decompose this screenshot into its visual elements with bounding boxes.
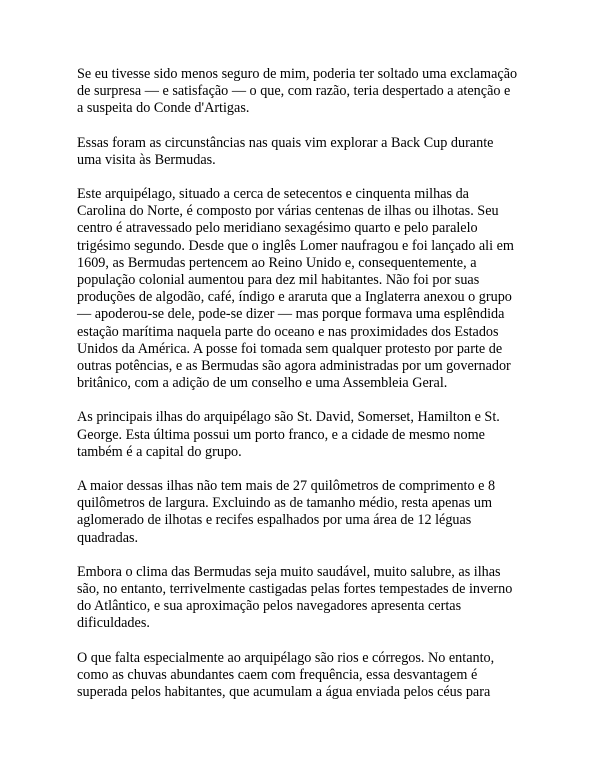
paragraph-1: Se eu tivesse sido menos seguro de mim, poderia ter soltado uma exclamação de surpresa — e satisfação — o que, com razão, teria despertado a atenção e a suspeita do Conde d'Artigas. [77, 66, 518, 117]
paragraph-3: Este arquipélago, situado a cerca de setecentos e cinquenta milhas da Carolina do Norte, é composto por várias centenas de ilhas ou ilhotas. Seu centro é atravessado pelo meridiano sexagésimo quarto e pelo paralelo trigésimo segundo. Desde que o inglês Lomer naufragou e foi lançado ali em 1609, as Bermudas pertencem ao Reino Unido e, consequentemente, a população colonial aumentou para dez mil habitantes. Não foi por suas produções de algodão, café, índigo e araruta que a Inglaterra anexou o grupo — apoderou-se dele, pode-se dizer — mas porque formava uma esplêndida estação marítima naquela parte do oceano e nas proximidades dos Estados Unidos da América. A posse foi tomada sem qualquer protesto por parte de outras potências, e as Bermudas são agora administradas por um governador britânico, com a adição de um conselho e uma Assembleia Geral. [77, 186, 514, 392]
paragraph-5: A maior dessas ilhas não tem mais de 27 quilômetros de comprimento e 8 quilômetros de largura. Excluindo as de tamanho médio, resta apenas um aglomerado de ilhotas e recifes espalhados por uma área de 12 léguas quadradas. [77, 478, 496, 546]
paragraph-2: Essas foram as circunstâncias nas quais vim explorar a Back Cup durante uma visita às Bermudas. [77, 134, 494, 168]
paragraph-6: Embora o clima das Bermudas seja muito saudável, muito salubre, as ilhas são, no entanto, terrivelmente castigadas pelas fortes tempestades de inverno do Atlântico, e sua aproximação pelos navegadores apresenta certas dificuldades. [77, 563, 513, 632]
paragraph-4: As principais ilhas do arquipélago são St. David, Somerset, Hamilton e St. George. Esta última possui um porto franco, e a cidade de mesmo nome também é a capital do grupo. [77, 409, 500, 460]
paragraph-7: O que falta especialmente ao arquipélago são rios e córregos. No entanto, como as chuvas abundantes caem com frequência, essa desvantagem é superada pelos habitantes, que acumulam a água enviada pelos céus para [77, 649, 495, 701]
